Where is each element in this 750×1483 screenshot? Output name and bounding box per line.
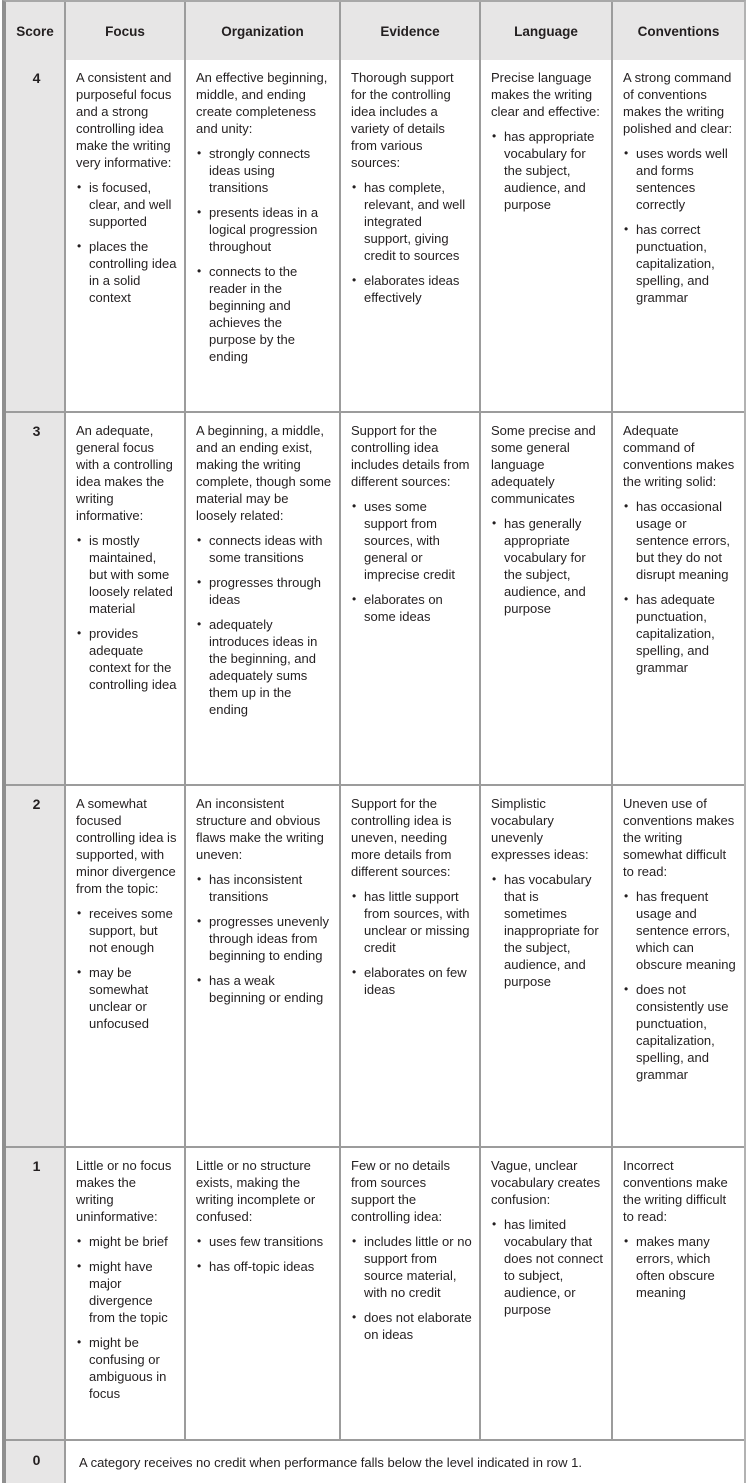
criteria-bullet-list xyxy=(491,871,604,990)
score-0-cell: 0 xyxy=(6,1441,66,1483)
criteria-intro: A consistent and purposeful focus and a strong controlling idea make the writing very informative: xyxy=(76,70,172,170)
criteria-bullet-list xyxy=(76,905,177,1032)
criteria-intro: Vague, unclear vocabulary creates confusion: xyxy=(491,1158,601,1207)
criteria-bullet: • elaborates on few ideas xyxy=(351,964,472,998)
score-1-cell: 1 xyxy=(6,1148,66,1439)
organization-criteria-score-4 xyxy=(186,60,341,411)
criteria-bullet: • has inconsistent transitions xyxy=(196,871,332,905)
criteria-bullet: • has little support from sources, with unclear or missing credit xyxy=(351,888,472,956)
criteria-intro: A somewhat focused controlling idea is supported, with minor divergence from the topic: xyxy=(76,796,177,896)
evidence-criteria-score-4 xyxy=(341,60,481,411)
criteria-intro: Little or no focus makes the writing uninformative: xyxy=(76,1158,172,1224)
criteria-intro: Some precise and some general language adequately communicates xyxy=(491,423,596,506)
criteria-bullet: • connects ideas with some transitions xyxy=(196,532,332,566)
organization-criteria-score-3 xyxy=(186,413,341,784)
criteria-bullet-list xyxy=(351,1233,472,1343)
score-2-cell: 2 xyxy=(6,786,66,1146)
language-criteria-score-3 xyxy=(481,413,613,784)
criteria-intro: Little or no structure exists, making the writing incomplete or confused: xyxy=(196,1158,316,1224)
organization-criteria-score-1 xyxy=(186,1148,341,1439)
criteria-intro: Simplistic vocabulary unevenly expresses ideas: xyxy=(491,796,589,862)
criteria-intro: Uneven use of conventions makes the writing somewhat difficult to read: xyxy=(623,796,735,879)
criteria-bullet: • strongly connects ideas using transitions xyxy=(196,145,332,196)
criteria-bullet: • is focused, clear, and well supported xyxy=(76,179,177,230)
score-4-cell: 4 xyxy=(6,60,66,411)
rubric-header-row xyxy=(6,2,744,60)
criteria-bullet-list xyxy=(76,1233,177,1402)
criteria-bullet-list xyxy=(491,1216,604,1318)
rubric-row-score-4 xyxy=(6,60,744,411)
criteria-intro: Precise language makes the writing clear and effective: xyxy=(491,70,600,119)
rubric-row-score-2 xyxy=(6,784,744,1146)
conventions-criteria-score-3 xyxy=(613,413,744,784)
column-header-language: Language xyxy=(481,2,613,60)
criteria-bullet-list xyxy=(76,179,177,306)
criteria-bullet-list xyxy=(623,498,737,676)
criteria-bullet: • is mostly maintained, but with some loosely related material xyxy=(76,532,177,617)
column-header-focus: Focus xyxy=(66,2,186,60)
scoring-rubric-table xyxy=(2,0,746,1483)
criteria-bullet: • has adequate punctuation, capitalization, spelling, and grammar xyxy=(623,591,737,676)
organization-criteria-score-2 xyxy=(186,786,341,1146)
criteria-bullet: • uses few transitions xyxy=(196,1233,332,1250)
criteria-bullet: • has a weak beginning or ending xyxy=(196,972,332,1006)
criteria-bullet-list xyxy=(76,532,177,693)
criteria-bullet-list xyxy=(351,179,472,306)
criteria-bullet: • adequately introduces ideas in the beginning, and adequately sums them up in the ending xyxy=(196,616,332,718)
criteria-bullet-list xyxy=(491,515,604,617)
rubric-row-score-3 xyxy=(6,411,744,784)
criteria-bullet: • presents ideas in a logical progression throughout xyxy=(196,204,332,255)
rubric-row-score-1 xyxy=(6,1146,744,1439)
evidence-criteria-score-2 xyxy=(341,786,481,1146)
criteria-bullet-list xyxy=(623,1233,737,1301)
score-3-cell: 3 xyxy=(6,413,66,784)
criteria-bullet-list xyxy=(351,498,472,625)
conventions-criteria-score-4 xyxy=(613,60,744,411)
criteria-bullet: • has limited vocabulary that does not connect to subject, audience, or purpose xyxy=(491,1216,604,1318)
criteria-intro: A strong command of conventions makes the writing polished and clear: xyxy=(623,70,733,136)
column-header-score: Score xyxy=(6,2,66,60)
criteria-bullet: • does not consistently use punctuation, capitalization, spelling, and grammar xyxy=(623,981,737,1083)
focus-criteria-score-1 xyxy=(66,1148,186,1439)
criteria-bullet: • has vocabulary that is sometimes inappropriate for the subject, audience, and purpose xyxy=(491,871,604,990)
criteria-bullet: • progresses unevenly through ideas from beginning to ending xyxy=(196,913,332,964)
focus-criteria-score-4 xyxy=(66,60,186,411)
criteria-bullet-list xyxy=(351,888,472,998)
criteria-bullet-list xyxy=(491,128,604,213)
criteria-intro: Incorrect conventions make the writing difficult to read: xyxy=(623,1158,728,1224)
criteria-bullet: • has correct punctuation, capitalization, spelling, and grammar xyxy=(623,221,737,306)
criteria-bullet-list xyxy=(196,145,332,365)
criteria-bullet: • might have major divergence from the topic xyxy=(76,1258,177,1326)
criteria-bullet: • uses some support from sources, with general or imprecise credit xyxy=(351,498,472,583)
criteria-intro: An inconsistent structure and obvious flaws make the writing uneven: xyxy=(196,796,324,862)
criteria-bullet: • uses words well and forms sentences correctly xyxy=(623,145,737,213)
criteria-bullet-list xyxy=(623,145,737,306)
criteria-intro: Adequate command of conventions makes the writing solid: xyxy=(623,423,735,489)
criteria-bullet: • elaborates on some ideas xyxy=(351,591,472,625)
criteria-bullet: • might be confusing or ambiguous in focus xyxy=(76,1334,177,1402)
criteria-bullet: • connects to the reader in the beginning and achieves the purpose by the ending xyxy=(196,263,332,365)
column-header-organization: Organization xyxy=(186,2,341,60)
criteria-bullet: • makes many errors, which often obscure meaning xyxy=(623,1233,737,1301)
criteria-bullet-list xyxy=(196,1233,332,1275)
criteria-bullet: • has generally appropriate vocabulary for the subject, audience, and purpose xyxy=(491,515,604,617)
criteria-bullet: • progresses through ideas xyxy=(196,574,332,608)
criteria-bullet: • may be somewhat unclear or unfocused xyxy=(76,964,177,1032)
criteria-bullet: • includes little or no support from source material, with no credit xyxy=(351,1233,472,1301)
column-header-evidence: Evidence xyxy=(341,2,481,60)
criteria-intro: An effective beginning, middle, and ending create completeness and unity: xyxy=(196,70,328,136)
criteria-bullet: • has off-topic ideas xyxy=(196,1258,332,1275)
conventions-criteria-score-2 xyxy=(613,786,744,1146)
evidence-criteria-score-3 xyxy=(341,413,481,784)
language-criteria-score-4 xyxy=(481,60,613,411)
column-header-conventions: Conventions xyxy=(613,2,744,60)
criteria-intro: Support for the controlling idea is uneven, needing more details from different sources: xyxy=(351,796,452,879)
criteria-bullet: • places the controlling idea in a solid context xyxy=(76,238,177,306)
criteria-intro: Few or no details from sources support the controlling idea: xyxy=(351,1158,450,1224)
conventions-criteria-score-1 xyxy=(613,1148,744,1439)
criteria-bullet: • has frequent usage and sentence errors, which can obscure meaning xyxy=(623,888,737,973)
evidence-criteria-score-1 xyxy=(341,1148,481,1439)
rubric-footer-row xyxy=(6,1439,744,1483)
criteria-intro: Thorough support for the controlling idea includes a variety of details from various sources: xyxy=(351,70,454,170)
focus-criteria-score-2 xyxy=(66,786,186,1146)
criteria-bullet: • has appropriate vocabulary for the subject, audience, and purpose xyxy=(491,128,604,213)
criteria-bullet-list xyxy=(196,532,332,718)
criteria-bullet: • has complete, relevant, and well integrated support, giving credit to sources xyxy=(351,179,472,264)
language-criteria-score-2 xyxy=(481,786,613,1146)
criteria-intro: An adequate, general focus with a controlling idea makes the writing informative: xyxy=(76,423,173,523)
language-criteria-score-1 xyxy=(481,1148,613,1439)
criteria-intro: Support for the controlling idea includes details from different sources: xyxy=(351,423,470,489)
criteria-bullet: • provides adequate context for the controlling idea xyxy=(76,625,177,693)
criteria-bullet: • receives some support, but not enough xyxy=(76,905,177,956)
footer-note: A category receives no credit when performance falls below the level indicated in row 1. xyxy=(79,1454,582,1470)
criteria-intro: A beginning, a middle, and an ending exist, making the writing complete, though some material may be loosely related: xyxy=(196,423,332,523)
focus-criteria-score-3 xyxy=(66,413,186,784)
criteria-bullet: • has occasional usage or sentence errors, but they do not disrupt meaning xyxy=(623,498,737,583)
criteria-bullet-list xyxy=(623,888,737,1083)
criteria-bullet: • might be brief xyxy=(76,1233,177,1250)
criteria-bullet: • does not elaborate on ideas xyxy=(351,1309,472,1343)
criteria-bullet-list xyxy=(196,871,332,1006)
criteria-bullet: • elaborates ideas effectively xyxy=(351,272,472,306)
